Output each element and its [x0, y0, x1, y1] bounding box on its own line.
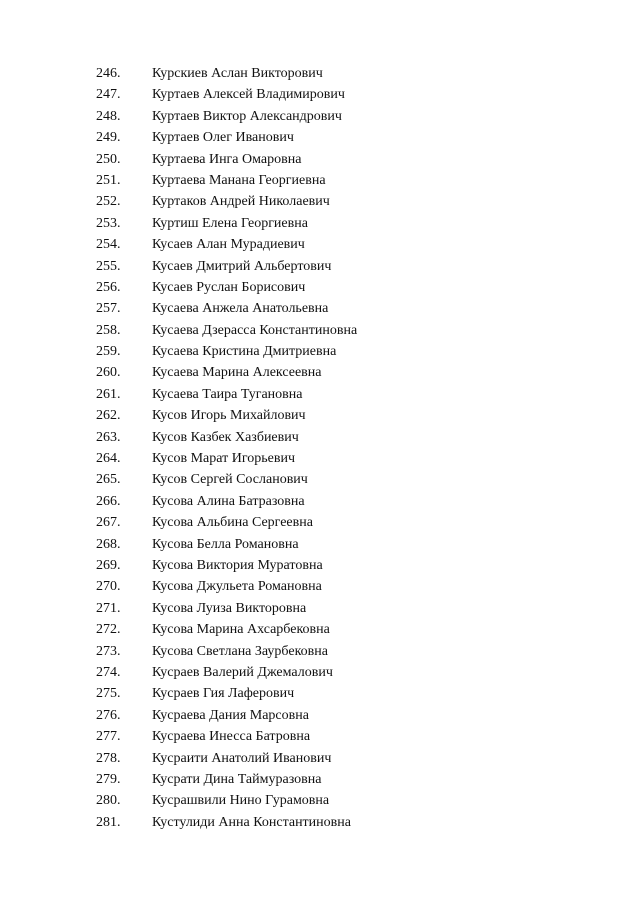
list-item: [0, 256, 640, 277]
list-item: [0, 320, 640, 341]
entry-number: 278.: [96, 750, 121, 766]
entry-full-name: Куртаев Виктор Александрович: [152, 108, 342, 124]
entry-full-name: Кусова Джульета Романовна: [152, 579, 322, 595]
entry-number: 259.: [96, 344, 121, 360]
list-item: [0, 598, 640, 619]
entry-number: 253.: [96, 215, 121, 231]
entry-number: 258.: [96, 322, 121, 338]
entry-number: 261.: [96, 386, 121, 402]
entry-full-name: Кусрашвили Нино Гурамовна: [152, 793, 330, 809]
list-item: [0, 576, 640, 597]
list-item: [0, 619, 640, 640]
entry-number: 270.: [96, 579, 121, 595]
list-item: [0, 341, 640, 362]
list-item: [0, 84, 640, 105]
entry-number: 274.: [96, 664, 121, 680]
list-item: [0, 170, 640, 191]
entry-full-name: Кусова Виктория Муратовна: [152, 557, 323, 573]
entry-full-name: Кусаева Марина Алексеевна: [152, 365, 322, 381]
entry-full-name: Кусов Игорь Михайлович: [152, 408, 306, 424]
entry-full-name: Кусраити Анатолий Иванович: [152, 750, 332, 766]
entry-number: 248.: [96, 108, 121, 124]
entry-full-name: Кусова Белла Романовна: [152, 536, 299, 552]
entry-full-name: Куртаев Алексей Владимирович: [152, 87, 345, 103]
entry-number: 266.: [96, 493, 121, 509]
entry-full-name: Куртаева Инга Омаровна: [152, 151, 302, 167]
entry-number: 276.: [96, 707, 121, 723]
entry-number: 268.: [96, 536, 121, 552]
entry-full-name: Кусов Марат Игорьевич: [152, 451, 295, 467]
entry-number: 260.: [96, 365, 121, 381]
entry-number: 267.: [96, 515, 121, 531]
entry-full-name: Куртаев Олег Иванович: [152, 130, 294, 146]
entry-number: 251.: [96, 172, 121, 188]
list-item: [0, 534, 640, 555]
list-item: [0, 298, 640, 319]
list-item: [0, 149, 640, 170]
entry-number: 247.: [96, 87, 121, 103]
entry-number: 255.: [96, 258, 121, 274]
entry-number: 257.: [96, 301, 121, 317]
entry-number: 273.: [96, 643, 121, 659]
list-item: [0, 662, 640, 683]
entry-full-name: Кусраева Инесса Батровна: [152, 729, 311, 745]
list-item: [0, 491, 640, 512]
list-item: [0, 405, 640, 426]
entry-number: 256.: [96, 279, 121, 295]
list-item: [0, 277, 640, 298]
entry-full-name: Кусраев Валерий Джемалович: [152, 664, 333, 680]
list-item: [0, 127, 640, 148]
list-item: [0, 362, 640, 383]
list-item: [0, 63, 640, 84]
entry-full-name: Куртаков Андрей Николаевич: [152, 194, 330, 210]
list-item: [0, 555, 640, 576]
entry-number: 275.: [96, 686, 121, 702]
list-item: [0, 427, 640, 448]
list-item: [0, 726, 640, 747]
entry-full-name: Кусова Луиза Викторовна: [152, 600, 307, 616]
entry-full-name: Кусаева Анжела Анатольевна: [152, 301, 329, 317]
list-item: [0, 812, 640, 833]
entry-full-name: Кусаева Кристина Дмитриевна: [152, 344, 337, 360]
list-item: [0, 213, 640, 234]
list-item: [0, 790, 640, 811]
entry-full-name: Кусова Светлана Заурбековна: [152, 643, 328, 659]
list-item: [0, 191, 640, 212]
entry-full-name: Кусов Сергей Сосланович: [152, 472, 308, 488]
list-item: [0, 469, 640, 490]
entry-full-name: Курскиев Аслан Викторович: [152, 66, 323, 81]
entry-number: 249.: [96, 130, 121, 146]
entry-number: 271.: [96, 600, 121, 616]
entry-full-name: Кусаева Дзерасса Константиновна: [152, 322, 358, 338]
entry-full-name: Кусаева Таира Тугановна: [152, 386, 303, 402]
entry-full-name: Кусова Алина Батразовна: [152, 493, 305, 509]
list-item: [0, 106, 640, 127]
entry-full-name: Куртиш Елена Георгиевна: [152, 215, 308, 231]
entry-number: 281.: [96, 814, 121, 830]
entry-number: 265.: [96, 472, 121, 488]
entry-number: 246.: [96, 66, 121, 81]
entry-number: 279.: [96, 771, 121, 787]
name-list: [0, 63, 640, 833]
list-item: [0, 448, 640, 469]
entry-number: 264.: [96, 451, 121, 467]
list-item: [0, 384, 640, 405]
list-item: [0, 683, 640, 704]
list-item: [0, 641, 640, 662]
entry-full-name: Кустулиди Анна Константиновна: [152, 814, 351, 830]
entry-full-name: Кусаев Алан Мурадиевич: [152, 237, 305, 253]
entry-number: 277.: [96, 729, 121, 745]
entry-number: 272.: [96, 622, 121, 638]
entry-full-name: Кусраева Дания Марсовна: [152, 707, 309, 723]
list-item: [0, 705, 640, 726]
list-item: [0, 512, 640, 533]
entry-full-name: Кусраев Гия Лаферович: [152, 686, 295, 702]
entry-full-name: Кусов Казбек Хазбиевич: [152, 429, 299, 445]
entry-full-name: Кусаев Руслан Борисович: [152, 279, 306, 295]
entry-number: 254.: [96, 237, 121, 253]
entry-number: 280.: [96, 793, 121, 809]
entry-full-name: Кусова Марина Ахсарбековна: [152, 622, 330, 638]
entry-number: 262.: [96, 408, 121, 424]
entry-full-name: Кусова Альбина Сергеевна: [152, 515, 313, 531]
list-item: [0, 234, 640, 255]
list-item: [0, 748, 640, 769]
entry-number: 263.: [96, 429, 121, 445]
entry-full-name: Кусрати Дина Таймуразовна: [152, 771, 322, 787]
entry-number: 269.: [96, 557, 121, 573]
entry-full-name: Куртаева Манана Георгиевна: [152, 172, 326, 188]
entry-full-name: Кусаев Дмитрий Альбертович: [152, 258, 332, 274]
entry-number: 250.: [96, 151, 121, 167]
list-item: [0, 769, 640, 790]
entry-number: 252.: [96, 194, 121, 210]
